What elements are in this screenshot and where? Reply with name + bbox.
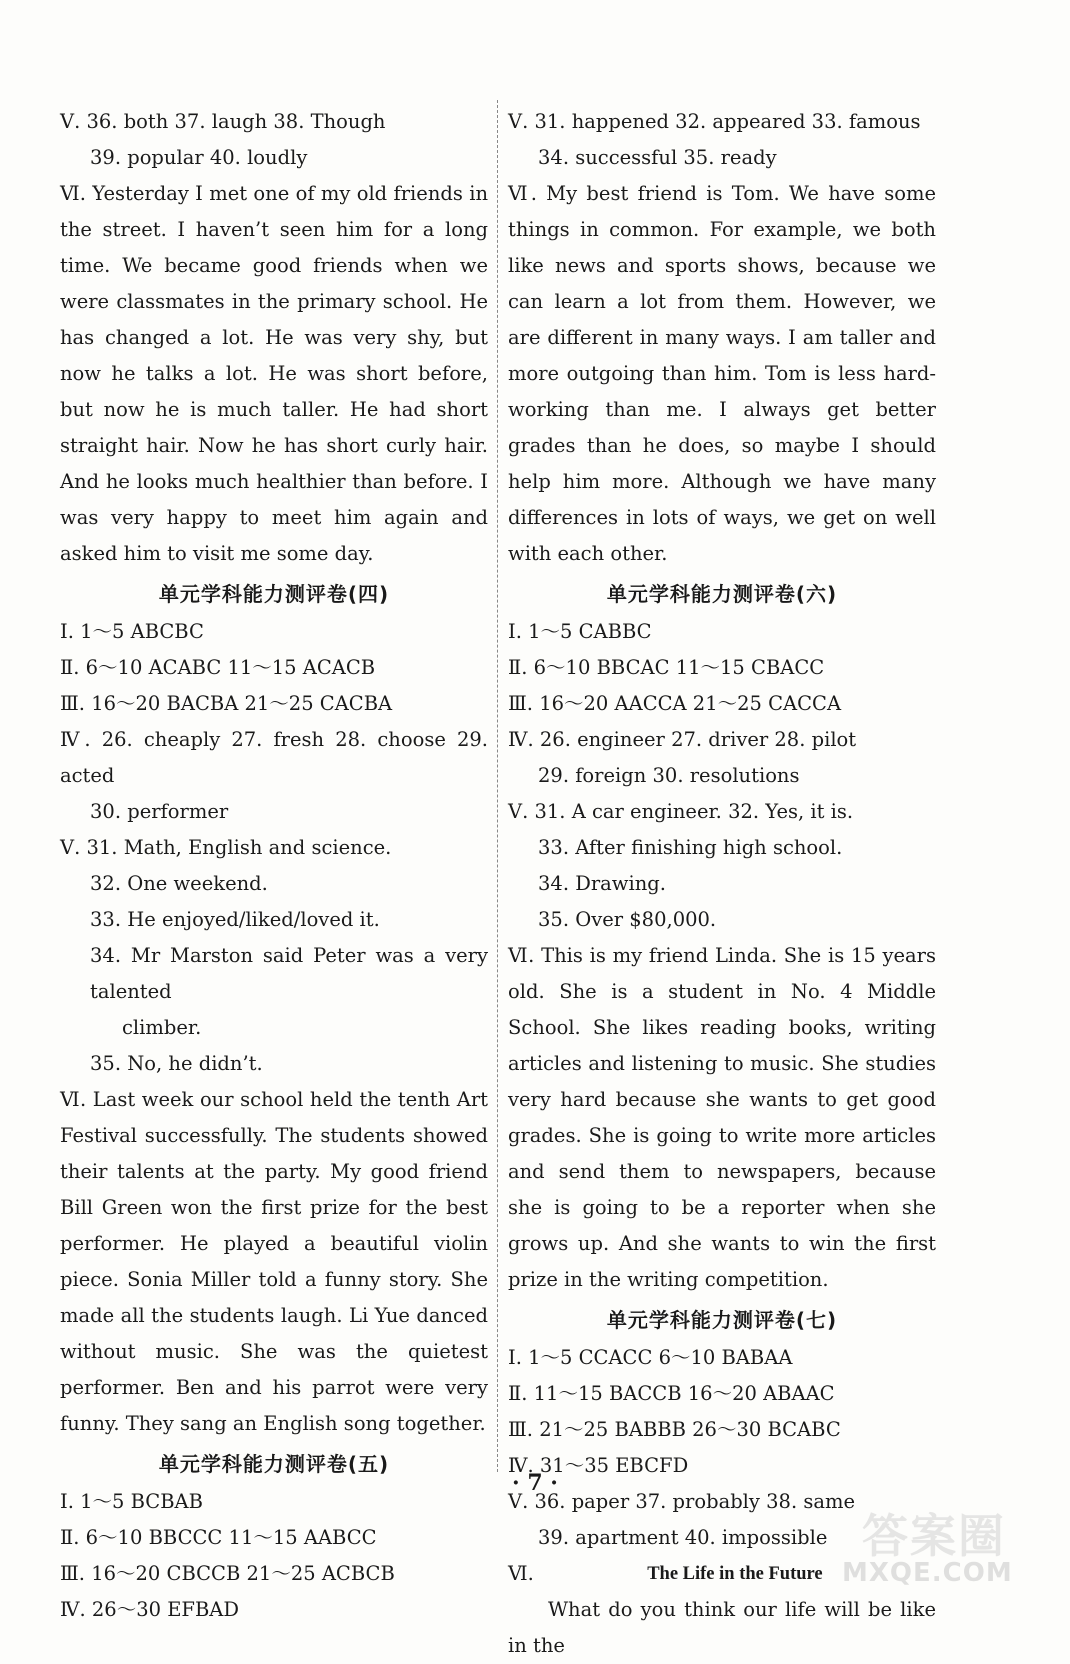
- section-heading: 单元学科能力测评卷(七): [606, 1308, 838, 1332]
- answer-line: Ⅰ. 1～5 CABBC: [508, 620, 652, 643]
- answer-line: Ⅵ. My best friend is Tom. We have some things in common. For example, we both like news and sports shows, because we can learn a lot from them. However, we are different in many ways. I am taller and more outgoing than him. Tom is less hard-working than me. I always get better grades than he does, so maybe I should help him more. Although we have many differences in lots of ways, we get on well with each other.: [508, 182, 936, 565]
- answer-line: 39. apartment 40. impossible: [538, 1526, 828, 1549]
- answer-line: Ⅵ. Last week our school held the tenth Art Festival successfully. The students showed their talents at the party. My good friend Bill Green won the first prize for the best performer. He played a beautiful violin piece. Sonia Miller told a funny story. She made all the students laugh. Li Yue danced without music. She was the quietest performer. Ben and his parrot were very funny. They sang an English song together.: [60, 1088, 488, 1435]
- answer-line: Ⅲ. 21～25 BABBB 26～30 BCABC: [508, 1418, 841, 1441]
- answer-line: Ⅰ. 1～5 BCBAB: [60, 1490, 203, 1513]
- answer-line: 34. successful 35. ready: [538, 146, 777, 169]
- answer-line: Ⅳ. 26～30 EFBAD: [60, 1598, 240, 1621]
- answer-line: Ⅱ. 6～10 BBCCC 11～15 AABCC: [60, 1526, 377, 1549]
- answer-line: Ⅱ. 6～10 BBCAC 11～15 CBACC: [508, 656, 825, 679]
- answer-line: 39. popular 40. loudly: [90, 146, 308, 169]
- answer-line: Ⅰ. 1～5 CCACC 6～10 BABAA: [508, 1346, 793, 1369]
- answer-line: Ⅴ. 31. A car engineer. 32. Yes, it is.: [508, 800, 854, 823]
- watermark-logo: [842, 1500, 1042, 1588]
- answer-line: 34. Drawing.: [538, 872, 666, 895]
- essay-section-label: Ⅵ.: [508, 1562, 534, 1585]
- answer-line: Ⅲ. 16～20 BACBA 21～25 CACBA: [60, 692, 393, 715]
- essay-first-line: What do you think our life will be like in the: [508, 1598, 936, 1657]
- answer-line: Ⅴ. 31. happened 32. appeared 33. famous: [508, 110, 921, 133]
- answer-line: 35. Over $80,000.: [538, 908, 717, 931]
- answer-line: Ⅲ. 16～20 AACCA 21～25 CACCA: [508, 692, 842, 715]
- answer-line: Ⅳ. 26. engineer 27. driver 28. pilot: [508, 728, 857, 751]
- answer-line: Ⅴ. 36. paper 37. probably 38. same: [508, 1490, 856, 1513]
- answer-line: 33. After finishing high school.: [538, 836, 843, 859]
- answer-line: 29. foreign 30. resolutions: [538, 764, 800, 787]
- answer-line: 32. One weekend.: [90, 872, 268, 895]
- answer-line: Ⅱ. 6～10 ACABC 11～15 ACACB: [60, 656, 376, 679]
- answer-line: Ⅲ. 16～20 CBCCB 21～25 ACBCB: [60, 1562, 395, 1585]
- section-heading: 单元学科能力测评卷(五): [158, 1452, 390, 1476]
- section-heading: 单元学科能力测评卷(六): [606, 582, 838, 606]
- watermark-bottom-text: MXQE.COM: [842, 1558, 1013, 1588]
- answer-line: 34. Mr Marston said Peter was a very talented: [90, 944, 488, 1003]
- answer-line: 33. He enjoyed/liked/loved it.: [90, 908, 380, 931]
- section-heading: 单元学科能力测评卷(四): [158, 582, 390, 606]
- answer-line: Ⅱ. 11～15 BACCB 16～20 ABAAC: [508, 1382, 835, 1405]
- answer-line: Ⅰ. 1～5 ABCBC: [60, 620, 204, 643]
- answer-line: Ⅴ. 31. Math, English and science.: [60, 836, 392, 859]
- answer-line: Ⅴ. 36. both 37. laugh 38. Though: [60, 110, 386, 133]
- column-divider: [497, 100, 498, 1472]
- page-number: · 7 ·: [512, 1470, 558, 1496]
- answer-line: Ⅳ. 31～35 EBCFD: [508, 1454, 689, 1477]
- left-column: [60, 104, 488, 1628]
- watermark-top-text: 答案圈: [862, 1509, 1006, 1563]
- right-column: [508, 104, 936, 1664]
- answer-line: Ⅵ. This is my friend Linda. She is 15 years old. She is a student in No. 4 Middle School. She likes reading books, writing articles and listening to music. She studies very hard because she wants to get good grades. She is going to write more articles and send them to newspapers, because she is going to be a reporter when she grows up. And she wants to win the first prize in the writing competition.: [508, 944, 936, 1291]
- answer-line: Ⅵ. Yesterday I met one of my old friends in the street. I haven’t seen him for a long time. We became good friends when we were classmates in the primary school. He has changed a lot. He was very shy, but now he talks a lot. He was short before, but now he is much taller. He had short straight hair. Now he has short curly hair. And he looks much healthier than before. I was very happy to meet him again and asked him to visit me some day.: [60, 182, 488, 565]
- answer-line: Ⅳ. 26. cheaply 27. fresh 28. choose 29. acted: [60, 728, 488, 787]
- essay-title: The Life in the Future: [647, 1564, 823, 1584]
- answer-line: 35. No, he didn’t.: [90, 1052, 263, 1075]
- answer-line: climber.: [122, 1016, 202, 1039]
- answer-line: 30. performer: [90, 800, 229, 823]
